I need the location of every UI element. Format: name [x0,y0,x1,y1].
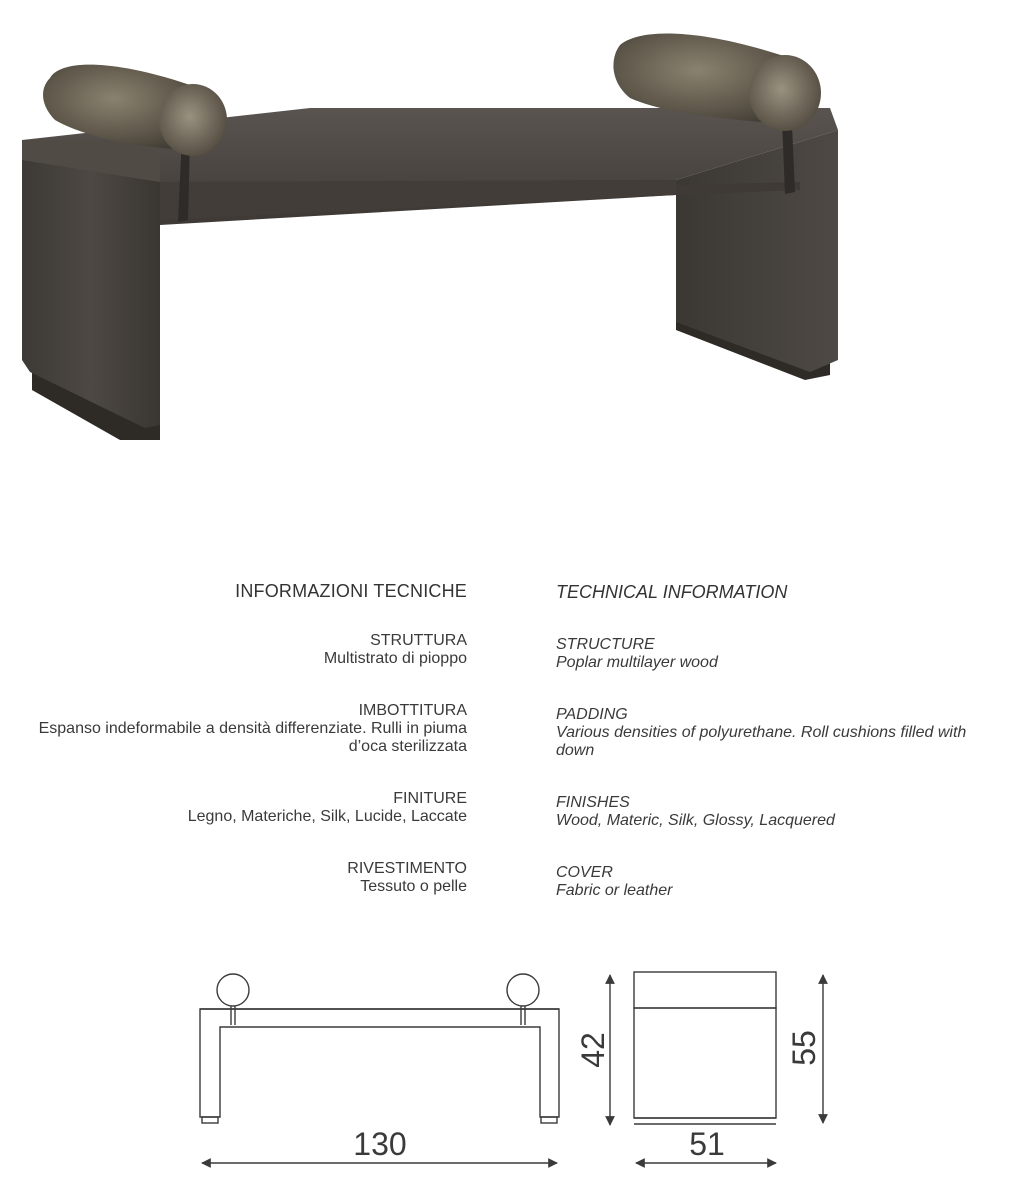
section-label: PADDING [556,706,628,723]
section-label: FINISHES [556,794,630,811]
product-photo [0,0,1017,480]
total-height-dimension: 55 [786,1030,822,1066]
section-finishes [556,794,1006,830]
section-value: Fabric or leather [556,882,673,899]
left-roll-circle [217,974,249,1006]
heading-english: TECHNICAL INFORMATION [556,582,788,602]
section-imbottitura [0,702,467,756]
section-label: STRUCTURE [556,636,655,653]
section-label: RIVESTIMENTO [347,860,467,877]
section-label: IMBOTTITURA [358,702,467,719]
section-label: COVER [556,864,613,881]
heading-italian: INFORMAZIONI TECNICHE [235,581,467,601]
section-value: Espanso indeformabile a densità differenziate. Rulli in piuma d’oca sterilizzata [38,720,467,755]
front-frame [200,1009,559,1117]
section-finiture [0,790,467,826]
section-value: Poplar multilayer wood [556,654,718,671]
section-value: Various densities of polyurethane. Roll cushions filled with down [556,724,967,759]
technical-info-english [556,583,1006,601]
technical-info-italian [0,582,467,600]
section-label: STRUTTURA [370,632,467,649]
depth-dimension: 51 [689,1126,725,1162]
section-value: Legno, Materiche, Silk, Lucide, Laccate [187,808,467,825]
section-label: FINITURE [393,790,467,807]
bench-illustration [22,34,838,440]
section-rivestimento [0,860,467,896]
section-cover [556,864,1006,900]
seat-edge [160,180,676,220]
section-value: Multistrato di pioppo [323,650,467,667]
section-padding [556,706,1006,760]
section-structure [556,636,1006,672]
width-dimension: 130 [353,1126,407,1162]
section-value: Tessuto o pelle [360,878,467,895]
side-cushion [634,972,776,1008]
seat-height-dimension: 42 [575,1032,611,1068]
section-value: Wood, Materic, Silk, Glossy, Lacquered [556,812,835,829]
side-body [634,1008,776,1118]
section-struttura [0,632,467,668]
right-roll-circle [507,974,539,1006]
dimension-drawings [0,950,1017,1191]
